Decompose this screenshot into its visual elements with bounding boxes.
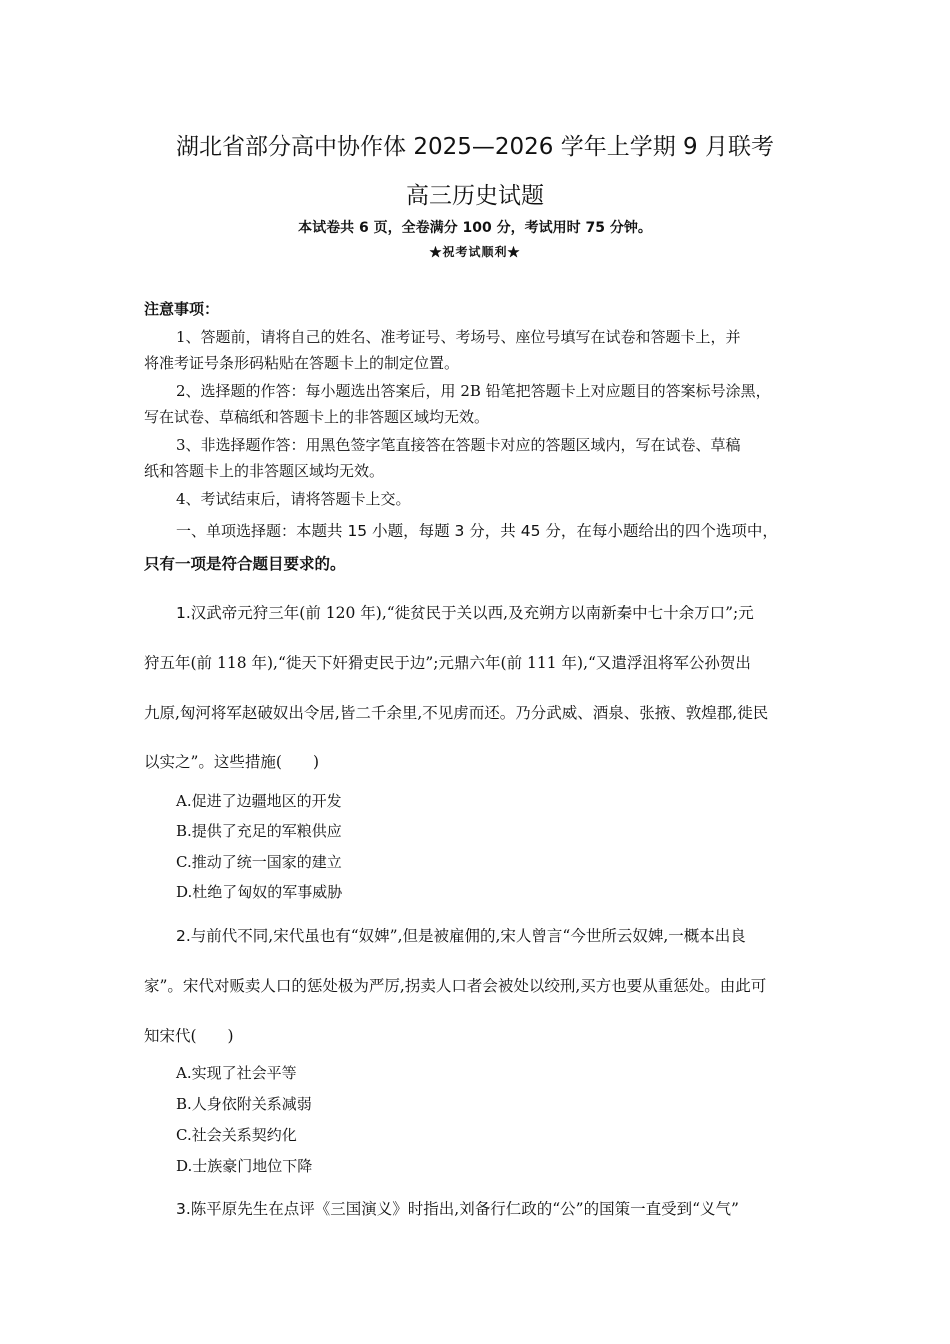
question-1-line: 以实之”。这些措施( ) xyxy=(144,753,320,771)
question-1-line: 1.汉武帝元狩三年(前 120 年),“徙贫民于关以西,及充朔方以南新秦中七十余万口”;元 xyxy=(176,604,754,622)
question-1-option-b: B.提供了充足的军粮供应 xyxy=(176,822,342,840)
exam-title: 湖北省部分高中协作体 2025—2026 学年上学期 9 月联考 xyxy=(176,134,774,160)
section-desc: 本题共 15 小题，每题 3 分，共 45 分，在每小题给出的四个选项中， xyxy=(296,522,778,540)
question-2-option-b: B.人身依附关系减弱 xyxy=(176,1095,312,1113)
question-number: 2. xyxy=(176,927,191,945)
notice-line: 3、非选择题作答：用黑色签字笔直接答在答题卡对应的答题区域内，写在试卷、草稿 xyxy=(176,436,741,454)
notice-heading: 注意事项： xyxy=(144,300,220,318)
section-heading xyxy=(176,519,778,541)
question-1-line: 九原,匈河将军赵破奴出令居,皆二千余里,不见虏而还。乃分武威、酒泉、张掖、敦煌郡,徙民 xyxy=(144,704,769,722)
question-1-option-c: C.推动了统一国家的建立 xyxy=(176,853,342,871)
question-number: 1. xyxy=(176,604,191,622)
notice-line: 4、考试结束后，请将答题卡上交。 xyxy=(176,490,411,508)
question-2-option-d: D.士族豪门地位下降 xyxy=(176,1157,313,1175)
question-2-option-c: C.社会关系契约化 xyxy=(176,1126,297,1144)
notice-line: 将准考证号条形码粘贴在答题卡上的制定位置。 xyxy=(144,354,460,372)
question-1-option-a: A.促进了边疆地区的开发 xyxy=(176,792,342,810)
question-3-line: 3.陈平原先生在点评《三国演义》时指出,刘备行仁政的“公”的国策一直受到“义气” xyxy=(176,1200,739,1218)
question-1-option-d: D.杜绝了匈奴的军事威胁 xyxy=(176,883,343,901)
exam-subtitle: 高三历史试题 xyxy=(406,183,544,209)
exam-info: 本试卷共 6 页，全卷满分 100 分，考试用时 75 分钟。 xyxy=(298,220,652,236)
question-2-line: 家”。宋代对贩卖人口的惩处极为严厉,拐卖人口者会被处以绞刑,买方也要从重惩处。由此可 xyxy=(144,977,767,995)
question-2-line: 2.与前代不同,宋代虽也有“奴婢”,但是被雇佣的,宋人曾言“今世所云奴婢,一概本出良 xyxy=(176,927,746,945)
question-1-line: 狩五年(前 118 年),“徙天下奸猾吏民于边”;元鼎六年(前 111 年),“又遣浮沮将军公孙贺出 xyxy=(144,654,751,672)
question-2-option-a: A.实现了社会平等 xyxy=(176,1064,297,1082)
notice-line: 1、答题前，请将自己的姓名、准考证号、考场号、座位号填写在试卷和答题卡上，并 xyxy=(176,328,741,346)
notice-line: 写在试卷、草稿纸和答题卡上的非答题区域均无效。 xyxy=(144,408,490,426)
question-number: 3. xyxy=(176,1200,191,1218)
notice-line: 2、选择题的作答：每小题选出答案后，用 2B 铅笔把答题卡上对应题目的答案标号涂黑， xyxy=(176,382,771,400)
section-prefix: 一、单项选择题： xyxy=(176,522,297,540)
section-desc-line2: 只有一项是符合题目要求的。 xyxy=(144,555,346,573)
notice-line: 纸和答题卡上的非答题区域均无效。 xyxy=(144,462,385,480)
exam-wish: ★祝考试顺利★ xyxy=(429,245,521,259)
question-2-line: 知宋代( ) xyxy=(144,1027,234,1045)
